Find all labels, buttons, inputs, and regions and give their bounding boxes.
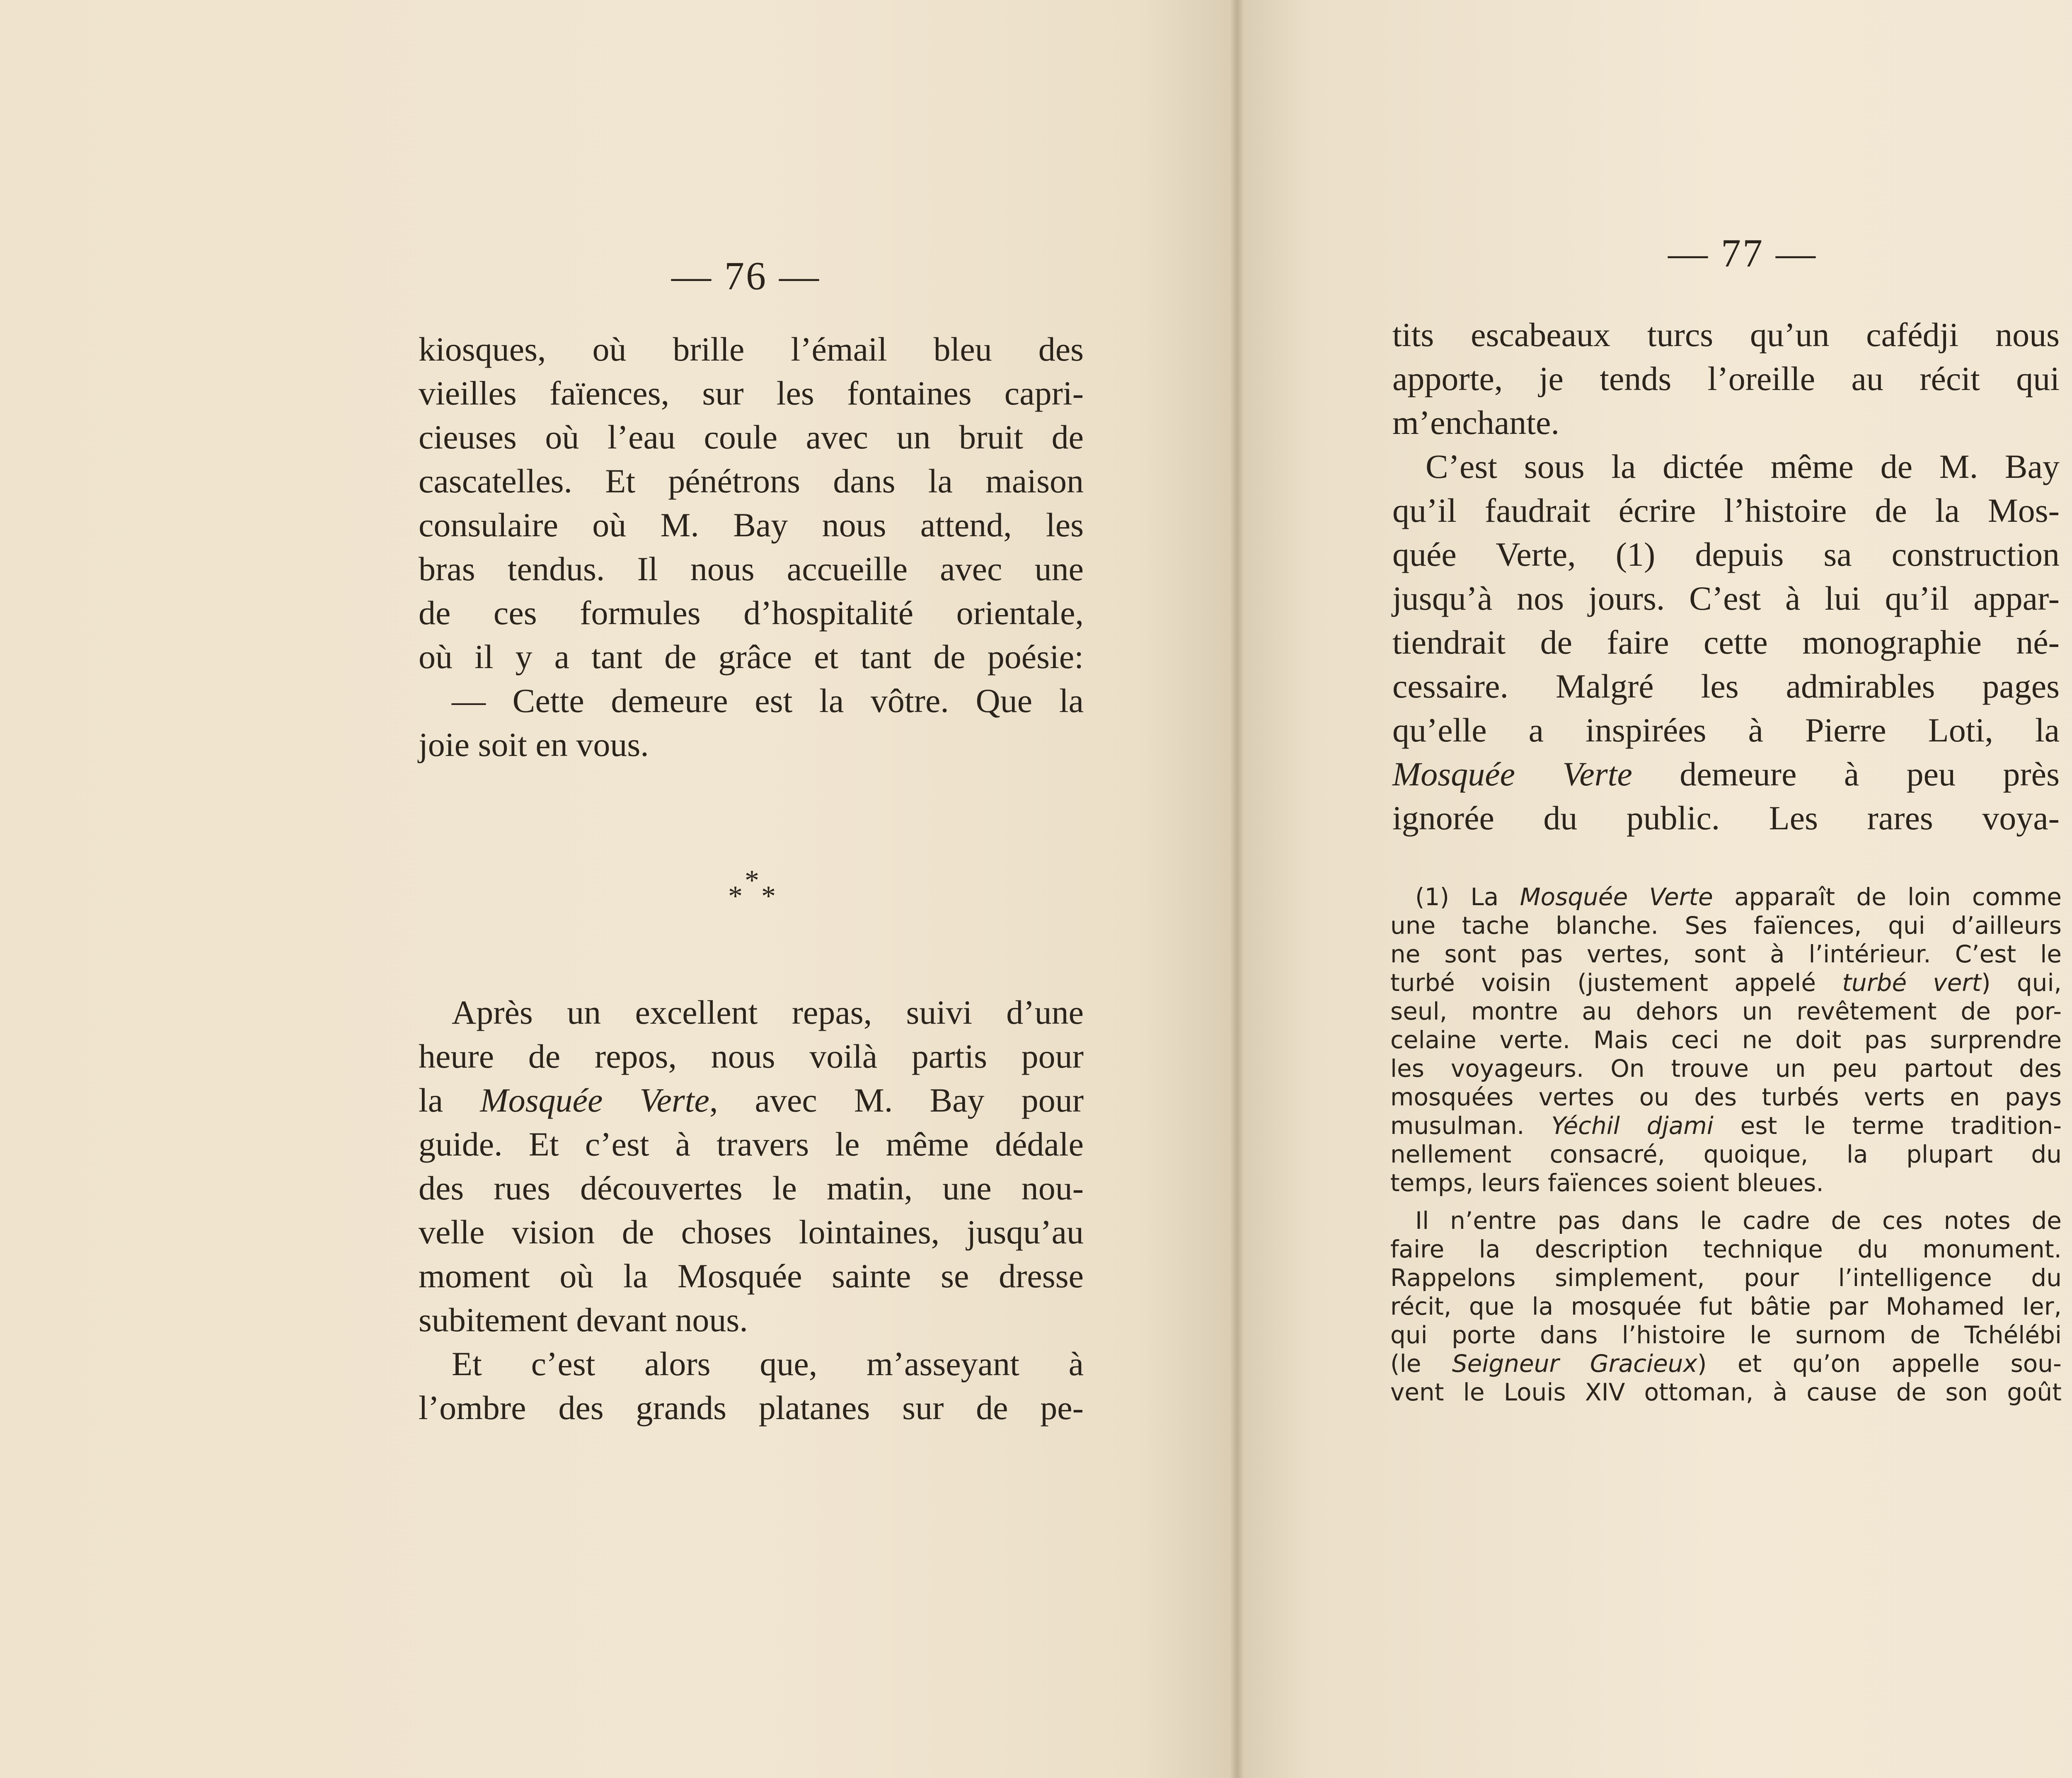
text-line: l’ombre des grands platanes sur de pe- — [419, 1389, 1084, 1427]
footnote-line — [1390, 969, 2062, 997]
text-run: la — [419, 1081, 480, 1119]
asterism-star: * — [761, 880, 776, 912]
footnote-line: ne sont pas vertes, sont à l’intérieur. C’est le — [1390, 940, 2062, 968]
text-line — [1392, 752, 2060, 796]
left-paragraph-2 — [419, 991, 1084, 1430]
footnote-line: récit, que la mosquée fut bâtie par Mohamed Ier, — [1390, 1292, 2062, 1320]
text-line: C’est sous la dictée même de M. Bay — [1426, 448, 2060, 485]
footnote-line: seul, montre au dehors un revêtement de por- — [1390, 997, 2062, 1025]
text-line: tits escabeaux turcs qu’un cafédji nous — [1392, 316, 2060, 354]
italic-term: Yéchil djami — [1551, 1112, 1714, 1140]
book-gutter — [1230, 0, 1244, 1778]
text-line: apporte, je tends l’oreille au récit qui — [1392, 360, 2060, 397]
text-line: cieuses où l’eau coule avec un bruit de — [419, 418, 1084, 456]
text-line: bras tendus. Il nous accueille avec une — [419, 550, 1084, 588]
text-line: qu’elle a inspirées à Pierre Loti, la — [1392, 711, 2060, 749]
text-line: vieilles faïences, sur les fontaines capri- — [419, 374, 1084, 412]
text-line: moment où la Mosquée sainte se dresse — [419, 1257, 1084, 1295]
text-line: où il y a tant de grâce et tant de poésie: — [419, 638, 1084, 676]
text-line: jusqu’à nos jours. C’est à lui qu’il appar- — [1392, 579, 2060, 617]
asterism-star: * — [745, 865, 759, 896]
asterism — [723, 864, 781, 910]
italic-title: Mosquée Verte — [1392, 755, 1632, 793]
text-line: de ces formules d’hospitalité orientale, — [419, 594, 1084, 632]
text-line: subitement devant nous. — [419, 1301, 748, 1339]
text-line: ignorée du public. Les rares voya- — [1392, 799, 2060, 837]
text-line: des rues découvertes le matin, une nou- — [419, 1169, 1084, 1207]
text-line: quée Verte, (1) depuis sa construction — [1392, 535, 2060, 573]
text-line: — Cette demeure est la vôtre. Que la — [452, 682, 1084, 719]
page-number-76: — 76 — — [671, 254, 821, 298]
footnote-line — [1390, 1112, 2062, 1140]
text-run: musulman. — [1390, 1112, 1552, 1140]
footnote-line: qui porte dans l’histoire le surnom de Tchélébi — [1390, 1321, 2062, 1349]
footnote-line: celaine verte. Mais ceci ne doit pas surprendre — [1390, 1026, 2062, 1054]
text-run: (1) La — [1415, 883, 1520, 911]
text-run: ) qui, — [1981, 969, 2062, 997]
footnote-line: Il n’entre pas dans le cadre de ces notes de — [1415, 1206, 2062, 1235]
text-line: Et c’est alors que, m’asseyant à — [452, 1345, 1084, 1383]
asterism-star: * — [728, 880, 743, 912]
footnote-line: faire la description technique du monument. — [1390, 1235, 2062, 1263]
text-line: tiendrait de faire cette monographie né- — [1392, 623, 2060, 661]
footnote-line: nellement consacré, quoique, la plupart du — [1390, 1140, 2062, 1168]
italic-term: turbé vert — [1842, 969, 1981, 997]
italic-title: Mosquée Verte — [480, 1081, 709, 1119]
text-line: consulaire où M. Bay nous attend, les — [419, 506, 1084, 544]
text-line: qu’il faudrait écrire l’histoire de la Mos- — [1392, 492, 2060, 529]
text-line: velle vision de choses lointaines, jusqu’au — [419, 1213, 1084, 1251]
text-line — [419, 1078, 1084, 1122]
footnote-line — [1390, 1349, 2062, 1378]
text-run: , avec M. Bay pour — [709, 1081, 1084, 1119]
text-run: est le terme tradition- — [1713, 1112, 2062, 1140]
text-line: cessaire. Malgré les admirables pages — [1392, 667, 2060, 705]
footnote-gap — [1390, 1197, 2062, 1206]
italic-title: Mosquée Verte — [1520, 883, 1713, 911]
text-line: kiosques, où brille l’émail bleu des — [419, 330, 1084, 368]
footnote-line — [1390, 883, 2062, 911]
page-number-77: — 77 — — [1668, 231, 1817, 275]
text-run: ) et qu’on appelle sou- — [1697, 1349, 2062, 1378]
footnote-line: Rappelons simplement, pour l’intelligence du — [1390, 1264, 2062, 1292]
footnote-block — [1390, 883, 2062, 1407]
text-run: (le — [1390, 1349, 1452, 1378]
left-paragraph-1 — [419, 327, 1084, 767]
footnote-line: les voyageurs. On trouve un peu partout des — [1390, 1054, 2062, 1083]
text-run: apparaît de loin comme — [1713, 883, 2062, 911]
text-line: m’enchante. — [1392, 404, 1559, 441]
right-page — [1237, 0, 2072, 1778]
italic-term: Seigneur Gracieux — [1452, 1349, 1697, 1378]
text-line: guide. Et c’est à travers le même dédale — [419, 1125, 1084, 1163]
text-run: demeure à peu près — [1632, 755, 2060, 793]
right-paragraph — [1392, 313, 2060, 840]
text-line: joie soit en vous. — [419, 726, 649, 763]
text-run: turbé voisin (justement appelé — [1390, 969, 1842, 997]
text-line: cascatelles. Et pénétrons dans la maison — [419, 462, 1084, 500]
footnote-line: mosquées vertes ou des turbés verts en pays — [1390, 1083, 2062, 1111]
footnote-line: temps, leurs faïences soient bleues. — [1390, 1169, 1824, 1197]
footnote-line: vent le Louis XIV ottoman, à cause de son goût — [1390, 1378, 2062, 1406]
footnote-line: une tache blanche. Ses faïences, qui d’ailleurs — [1390, 911, 2062, 940]
text-line: Après un excellent repas, suivi d’une — [452, 993, 1084, 1031]
text-line: heure de repos, nous voilà partis pour — [419, 1037, 1084, 1075]
